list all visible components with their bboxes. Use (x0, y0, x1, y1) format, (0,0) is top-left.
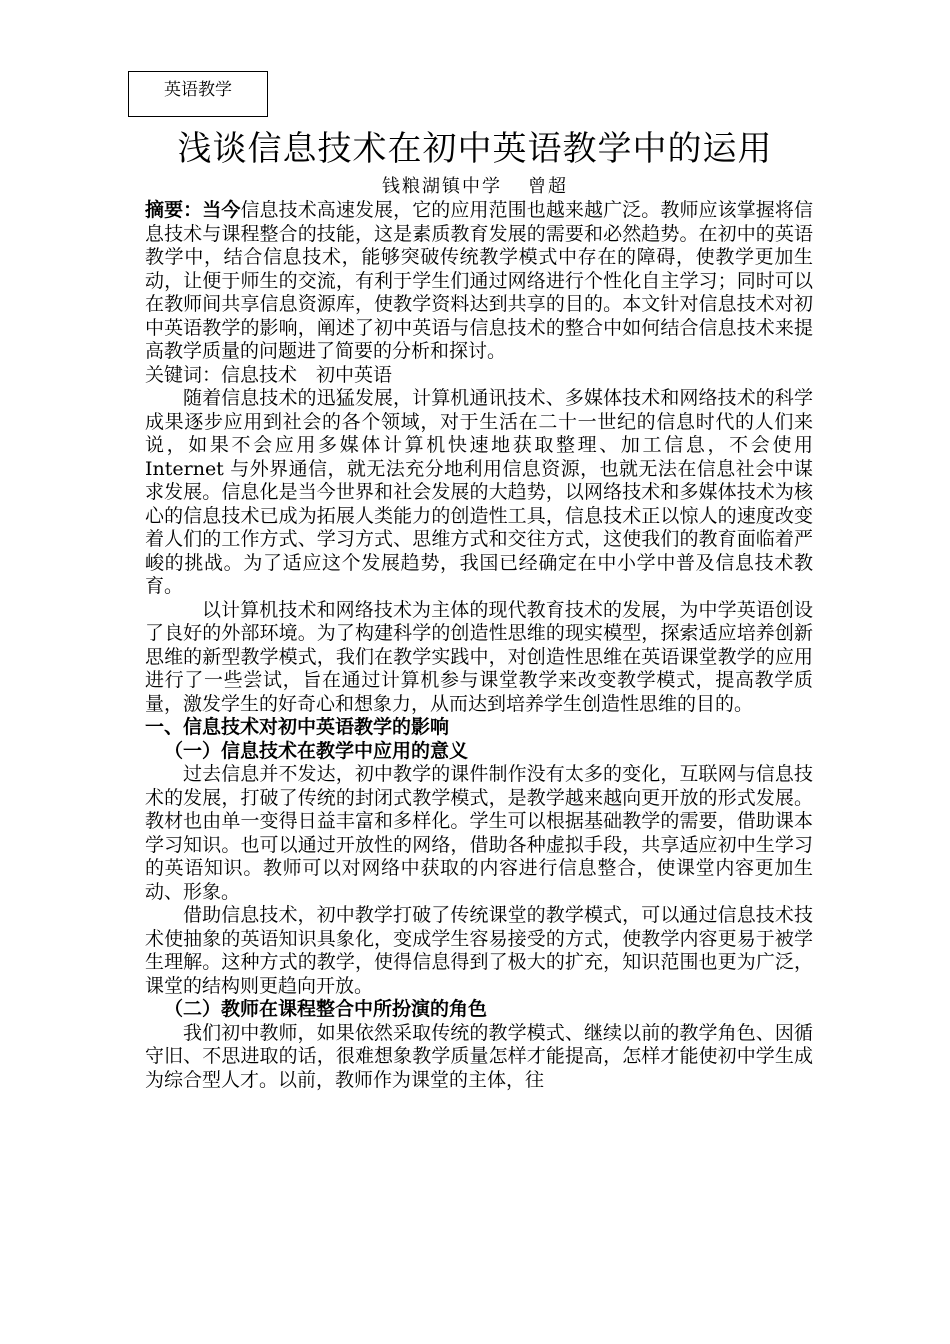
subsection-heading-1: （一）信息技术在教学中应用的意义 (164, 739, 469, 762)
intro-paragraph-1: 随着信息技术的迅猛发展，计算机通讯技术、多媒体技术和网络技术的科学成果逐步应用到社会的各个领域，对于生活在二十一世纪的信息时代的人们来说，如果不会应用多媒体计算机快速地获取整理、加工信息，不会使用 Internet 与外界通信，就无法充分地利用信息资源，也就无法在信息社会中谋求发展。信息化是当今世界和社会发展的大趋势，以网络技术和多媒体技术为核心的信息技术已成为拓展人类能力的创造性工具，信息技术正以惊人的速度改变着人们的工作方式、学习方式、思维方式和交往方式，这使我们的教育面临着严峻的挑战。为了适应这个发展趋势，我国已经确定在中小学中普及信息技术教育。 (145, 387, 813, 597)
author-name: 曾超 (528, 176, 568, 197)
article-title: 浅谈信息技术在初中英语教学中的运用 (177, 129, 773, 169)
school-name: 钱粮湖镇中学 (382, 176, 502, 197)
article-body (145, 199, 813, 1092)
abstract-paragraph (145, 199, 813, 364)
intro-paragraph-2: 以计算机技术和网络技术为主体的现代教育技术的发展，为中学英语创设了良好的外部环境。为了构建科学的创造性思维的现实模型，探索适应培养创新思维的新型教学模式，我们在教学实践中，对创造性思维在英语课堂教学的应用进行了一些尝试，旨在通过计算机参与课堂教学来改变教学模式，提高教学质量，激发学生的好奇心和想象力，从而达到培养学生创造性思维的目的。 (145, 598, 813, 715)
category-tag: 英语教学 (128, 71, 268, 117)
subsection-2-paragraph-1: 我们初中教师，如果依然采取传统的教学模式、继续以前的教学角色、因循守旧、不思进取的话，很难想象教学质量怎样才能提高，怎样才能使初中学生成为综合型人才。以前，教师作为课堂的主体，往 (145, 1021, 813, 1091)
section-heading-1: 一、信息技术对初中英语教学的影响 (145, 716, 450, 738)
subsection-1-paragraph-1: 过去信息并不发达，初中教学的课件制作没有太多的变化，互联网与信息技术的发展，打破了传统的封闭式教学模式，是教学越来越向更开放的形式发展。教材也由单一变得日益丰富和多样化。学生可以根据基础教学的需要，借助课本学习知识。也可以通过开放性的网络，借助各种虚拟手段，共享适应初中生学习的英语知识。教师可以对网络中获取的内容进行信息整合，使课堂内容更加生动、形象。 (145, 763, 813, 903)
abstract-label: 摘要：当今 (145, 199, 241, 221)
keywords-line: 关键词：信息技术 初中英语 (145, 363, 393, 386)
subsection-1-paragraph-2: 借助信息技术，初中教学打破了传统课堂的教学模式，可以通过信息技术技术使抽象的英语知识具象化，变成学生容易接受的方式，使教学内容更易于被学生理解。这种方式的教学，使得信息得到了极大的扩充，知识范围也更为广泛，课堂的结构则更趋向开放。 (145, 904, 813, 997)
abstract-text: 信息技术高速发展，它的应用范围也越来越广泛。教师应该掌握将信息技术与课程整合的技能，这是素质教育发展的需要和必然趋势。在初中的英语教学中，结合信息技术，能够突破传统教学模式中存在的障碍，使教学更加生动，让便于师生的交流，有利于学生们通过网络进行个性化自主学习；同时可以在教师间共享信息资源库，使教学资料达到共享的目的。本文针对信息技术对初中英语教学的影响，阐述了初中英语与信息技术的整合中如何结合信息技术来提高教学质量的问题进了简要的分析和探讨。 (145, 199, 813, 362)
subsection-heading-2: （二）教师在课程整合中所扮演的角色 (164, 998, 488, 1020)
byline (0, 174, 950, 200)
